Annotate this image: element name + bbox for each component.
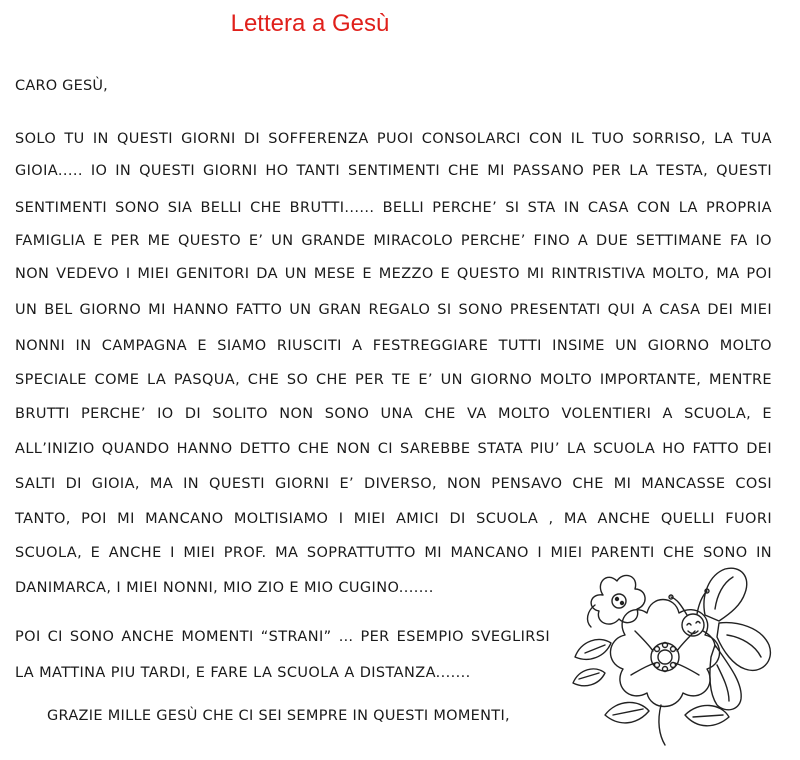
butterfly-icon	[669, 568, 770, 710]
paragraph-line: DANIMARCA, I MIEI NONNI, MIO ZIO E MIO CUGINO.......	[15, 580, 434, 596]
paragraph-line: BRUTTI PERCHE’ IO DI SOLITO NON SONO UNA CHE VA MOLTO VOLENTIERI A SCUOLA, E	[15, 406, 772, 422]
paragraph-line: FAMIGLIA E PER ME QUESTO E’ UN GRANDE MIRACOLO PERCHE’ FINO A DUE SETTIMANE FA IO	[15, 233, 772, 249]
paragraph-line: UN BEL GIORNO MI HANNO FATTO UN GRAN REGALO SI SONO PRESENTATI QUI A CASA DEI MIEI	[15, 302, 772, 318]
paragraph-line: NON VEDEVO I MIEI GENITORI DA UN MESE E MEZZO E QUESTO MI RINTRISTIVA MOLTO, MA POI	[15, 266, 772, 282]
paragraph-line: ALL’INIZIO QUANDO HANNO DETTO CHE NON CI SAREBBE STATA PIU’ LA SCUOLA HO FATTO DEI	[15, 441, 772, 457]
paragraph-line: POI CI SONO ANCHE MOMENTI “STRANI” … PER ESEMPIO SVEGLIRSI	[15, 629, 550, 645]
paragraph-line: NONNI IN CAMPAGNA E SIAMO RIUSCITI A FESTREGGIARE TUTTI INSIME UN GIORNO MOLTO	[15, 338, 772, 354]
letter-salutation: CARO GESÙ,	[15, 78, 108, 94]
paragraph-line: LA MATTINA PIU TARDI, E FARE LA SCUOLA A DISTANZA.......	[15, 665, 471, 681]
paragraph-line: SPECIALE COME LA PASQUA, CHE SO CHE PER TE E’ UN GIORNO MOLTO IMPORTANTE, MENTRE	[15, 372, 772, 388]
paragraph-line: SALTI DI GIOIA, MA IN QUESTI GIORNI E’ DIVERSO, NON PENSAVO CHE MI MANCASSE COSI	[15, 476, 772, 492]
letter-closing: GRAZIE MILLE GESÙ CHE CI SEI SEMPRE IN QUESTI MOMENTI,	[47, 708, 510, 724]
paragraph-line: SENTIMENTI SONO SIA BELLI CHE BRUTTI...... BELLI PERCHE’ SI STA IN CASA CON LA PROPRIA	[15, 200, 772, 216]
paragraph-line: SCUOLA, E ANCHE I MIEI PROF. MA SOPRATTUTTO MI MANCANO I MIEI PARENTI CHE SONO IN	[15, 545, 772, 561]
paragraph-line: SOLO TU IN QUESTI GIORNI DI SOFFERENZA PUOI CONSOLARCI CON IL TUO SORRISO, LA TUA	[15, 131, 772, 147]
paragraph-line: GIOIA..... IO IN QUESTI GIORNI HO TANTI SENTIMENTI CHE MI PASSANO PER LA TESTA, QUESTI	[15, 163, 772, 179]
big-flower-icon	[610, 600, 719, 707]
small-flower-icon	[588, 575, 646, 627]
paragraph-line: TANTO, POI MI MANCANO MOLTISIAMO I MIEI AMICI DI SCUOLA , MA ANCHE QUELLI FUORI	[15, 511, 772, 527]
flower-butterfly-illustration	[565, 565, 780, 755]
letter-title: Lettera a Gesù	[230, 10, 390, 37]
